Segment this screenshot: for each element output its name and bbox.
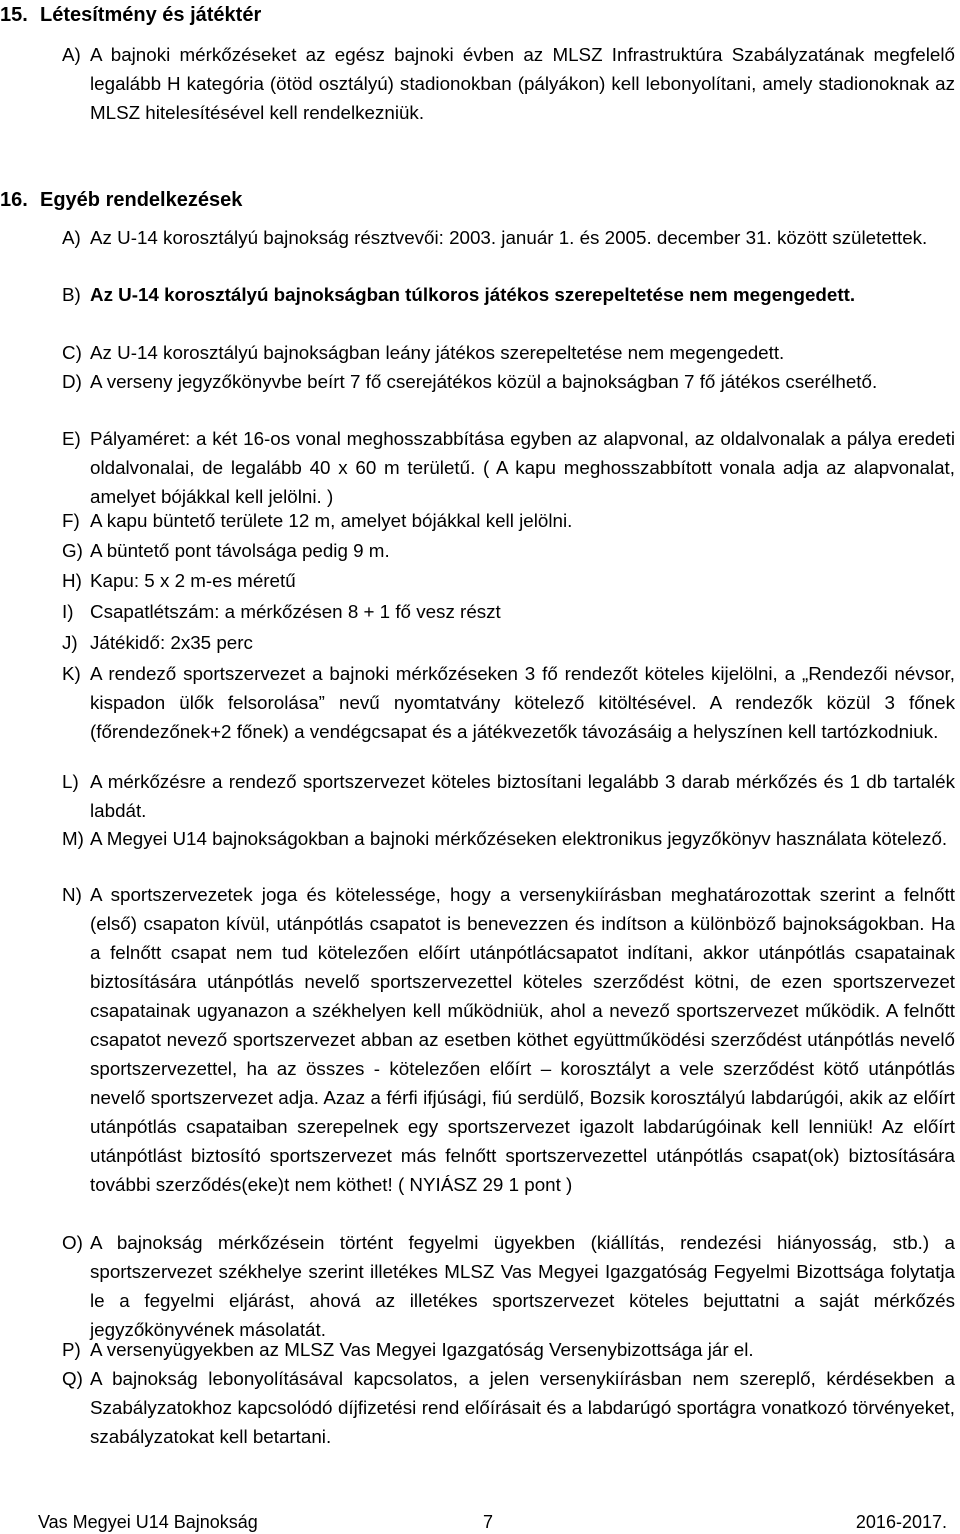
list-item [62,338,955,367]
section-title: Egyéb rendelkezések [40,189,243,211]
section-number: 15. [0,4,28,26]
item-text: A Megyei U14 bajnokságokban a bajnoki mérkőzéseken elektronikus jegyzőkönyv használata kötelező. [90,828,948,849]
item-label: F) [62,510,80,531]
list-item [62,367,955,396]
item-label: B) [62,284,81,305]
item-text: A versenyügyekben az MLSZ Vas Megyei Igazgatóság Versenybizottsága jár el. [90,1339,754,1360]
item-label: J) [62,632,78,653]
list-item [62,280,955,309]
footer-season: 2016-2017. [855,1512,947,1532]
item-text: A mérkőzésre a rendező sportszervezet köteles biztosítani legalább 3 darab mérkőzés és 1 db tartalék labdát. [90,771,955,821]
item-label: A) [62,44,81,65]
item-text: Csapatlétszám: a mérkőzésen 8 + 1 fő vesz részt [90,601,501,622]
list-item [62,597,955,626]
item-text: Az U-14 korosztályú bajnokságban leány játékos szerepeltetése nem megengedett. [90,342,785,363]
footer-title: Vas Megyei U14 Bajnokság [38,1512,258,1532]
list-item [62,40,955,127]
item-text: Játékidő: 2x35 perc [90,632,253,653]
item-label: L) [62,771,79,792]
item-label: P) [62,1339,81,1360]
list-item [62,536,955,565]
item-text: Pályaméret: a két 16-os vonal meghosszabbítása egyben az alapvonal, az oldalvonalak a pálya eredeti oldalvonalai, de legalább 40 x 60 m területű. ( A kapu meghosszabbított vonala adja az alapvonalat, amelyet bójákkal kell jelölni. ) [90,428,955,507]
item-label: G) [62,540,83,561]
item-label: H) [62,570,82,591]
list-item [62,628,955,657]
item-label: A) [62,227,81,248]
list-item [62,424,955,511]
page-number: 7 [483,1512,494,1532]
item-label: D) [62,371,82,392]
item-label: Q) [62,1368,83,1389]
item-text: Kapu: 5 x 2 m-es méretű [90,570,296,591]
item-label: E) [62,428,81,449]
item-text: A bajnokság lebonyolításával kapcsolatos, a jelen versenykiírásban nem szereplő, kérdésekben a Szabályzatokhoz kapcsolódó díjfizetési rend előírásait és a labdarúgó sportágra vonatkozó törvényeket, szabályzatokat kell betartani. [90,1368,955,1447]
list-item [62,880,955,1199]
item-label: O) [62,1232,83,1253]
item-text: A verseny jegyzőkönyvbe beírt 7 fő cserejátékos közül a bajnokságban 7 fő játékos cserélhető. [90,371,878,392]
list-item [62,659,955,746]
section-title: Létesítmény és játéktér [40,4,262,26]
section-15-heading [0,2,261,28]
item-label: N) [62,884,82,905]
item-label: I) [62,601,74,622]
list-item [62,1228,955,1344]
item-text: Az U-14 korosztályú bajnokságban túlkoros játékos szerepeltetése nem megengedett. [90,284,856,305]
item-text: A bajnoki mérkőzéseket az egész bajnoki évben az MLSZ Infrastruktúra Szabályzatának megfelelő legalább H kategória (ötöd osztályú) stadionokban (pályákon) kell lebonyolítani, amely stadionoknak az MLSZ hitelesítésével kell rendelkezniük. [90,44,955,123]
item-label: M) [62,828,84,849]
section-number: 16. [0,189,28,211]
item-text: A sportszervezetek joga és kötelessége, hogy a versenykiírásban meghatározottak szerint a felnőtt (első) csapaton kívül, utánpótlás csapatot is benevezzen és indítson a különböző bajnokságokban. Ha a felnőtt csapat nem tud kötelezően előírt utánpótlácsapatot indítani, akkor utánpótlás csapatainak biztosítására utánpótlás nevelő sportszervezettel köteles szerződést kötni, de ezen sportszervezet csapatainak ugyanazon a székhelyen kell működniük, ahol a nevező sportszervezet működik. A felnőtt csapatot nevező sportszervezet abban az esetben köthet együttműködési szerződést utánpótlás nevelő sportszervezettel, ha az összes - kötelezően előírt – korosztályt a vele szerződést kötő utánpótlás nevelő sportszervezet adja. Azaz a férfi ifjúsági, fiú serdülő, Bozsik korosztályú labdarúgói, akik az előírt utánpótlás csapataiban szerepelnek egy sportszervezet igazolt labdarúgóinak kell lenniük! Az előírt utánpótlást biztosító sportszervezet más felnőtt sportszervezettel utánpótlás csapat(ok) biztosítására további szerződés(eke)t nem köthet! ( NYIÁSZ 29 1 pont ) [90,884,955,1195]
item-label: C) [62,342,82,363]
list-item [62,824,955,853]
list-item [62,566,955,595]
item-text: A bajnokság mérkőzésein történt fegyelmi ügyekben (kiállítás, rendezési hiányosság, stb.) a sportszervezet székhelye szerint illetékes MLSZ Vas Megyei Igazgatóság Fegyelmi Bizottsága folytatja le a fegyelmi eljárást, ahová az illetékes sportszervezet köteles bejuttatni a saját mérkőzés jegyzőkönyvének másolatát. [90,1232,955,1340]
list-item [62,1364,955,1451]
item-label: K) [62,663,81,684]
list-item [62,1335,955,1364]
list-item [62,223,955,252]
item-text: A kapu büntető területe 12 m, amelyet bójákkal kell jelölni. [90,510,573,531]
section-16-heading [0,187,242,213]
item-text: A büntető pont távolsága pedig 9 m. [90,540,390,561]
list-item [62,506,955,535]
item-text: A rendező sportszervezet a bajnoki mérkőzéseken 3 fő rendezőt köteles kijelölni, a „Rendezői névsor, kispadon ülők felsorolása” nevű nyomtatvány kötelező kitöltésével. A rendezők közül 3 főnek (főrendezőnek+2 főnek) a vendégcsapat és a játékvezetők távozásáig a helyszínen kell tartózkodniuk. [90,663,955,742]
item-text: Az U-14 korosztályú bajnokság résztvevői: 2003. január 1. és 2005. december 31. között születettek. [90,227,928,248]
list-item [62,767,955,825]
